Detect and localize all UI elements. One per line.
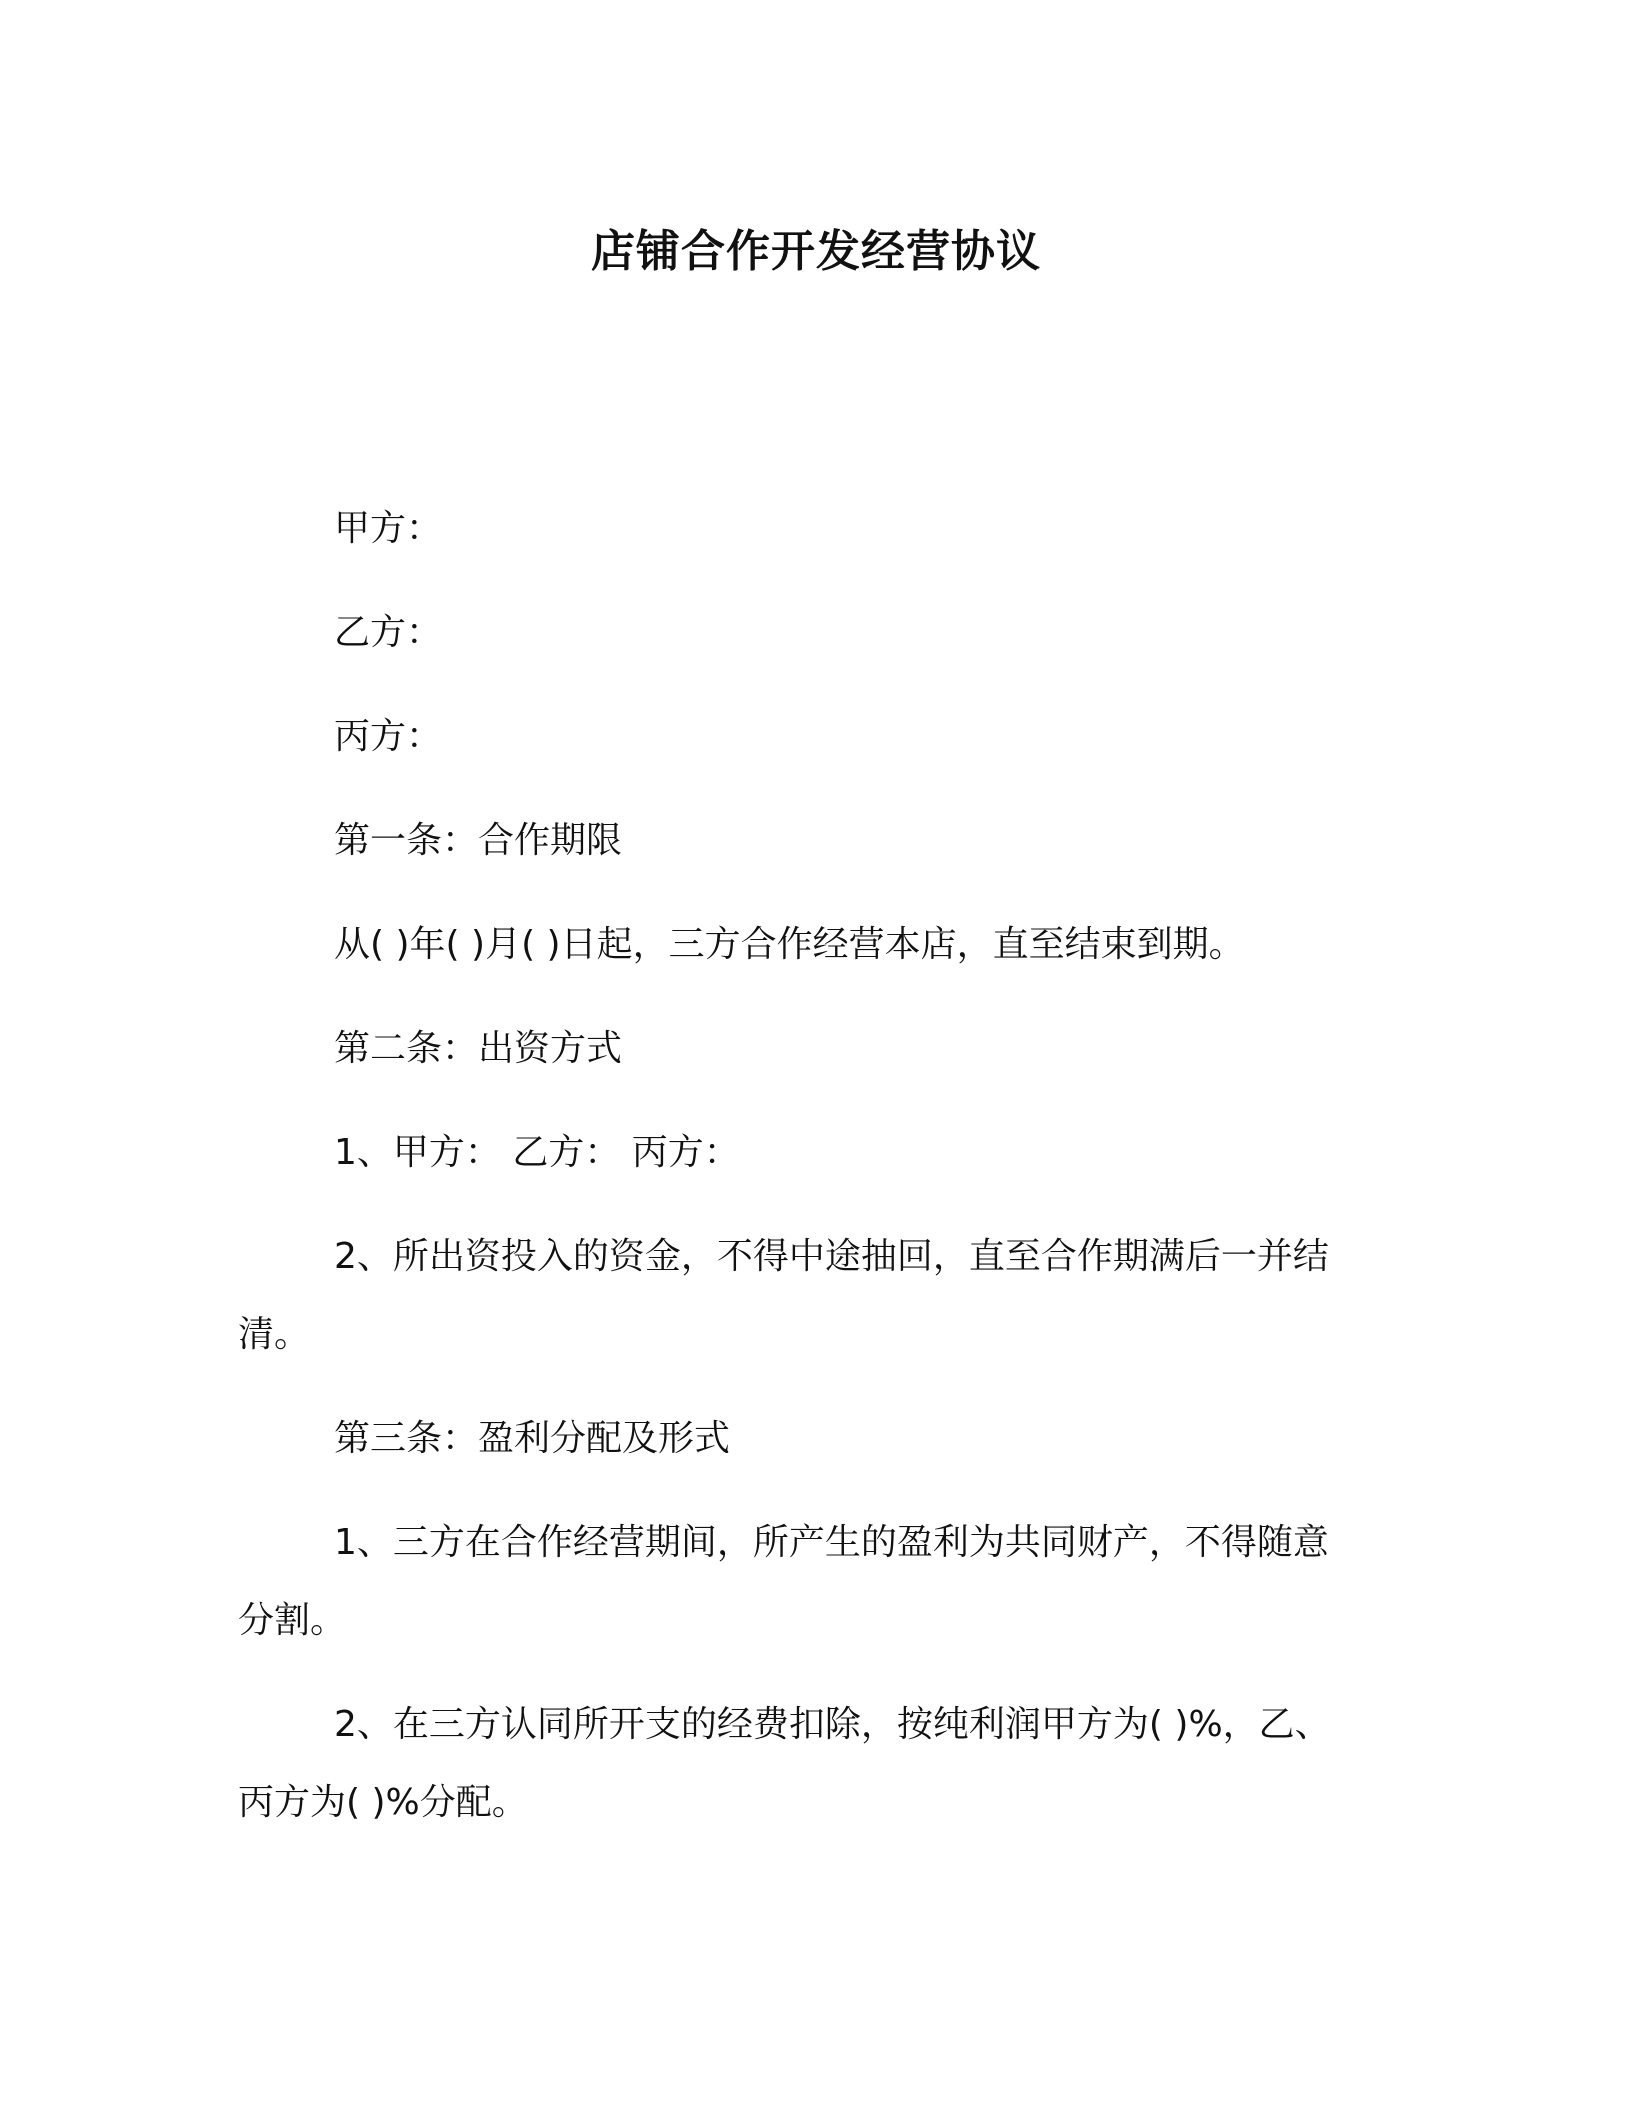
party-c-line: 丙方：	[334, 716, 443, 757]
article-1-text: 从( )年( )月( )日起，三方合作经营本店，直至结束到期。	[334, 924, 1245, 965]
document-body	[238, 490, 1356, 1868]
article-3-item-1: 1、三方在合作经营期间，所产生的盈利为共同财产，不得随意分割。	[238, 1522, 1329, 1641]
article-2-heading: 第二条：出资方式	[334, 1028, 623, 1069]
article-2-item-1: 1、甲方： 乙方： 丙方：	[334, 1132, 740, 1173]
party-b-line: 乙方：	[334, 612, 443, 653]
party-a-line: 甲方：	[334, 508, 443, 549]
article-2-item-2: 2、所出资投入的资金，不得中途抽回，直至合作期满后一并结清。	[238, 1236, 1329, 1355]
article-3-item-2: 2、在三方认同所开支的经费扣除，按纯利润甲方为( )%，乙、丙方为( )%分配。	[238, 1704, 1331, 1823]
article-3-heading: 第三条：盈利分配及形式	[334, 1418, 731, 1459]
article-1-heading: 第一条：合作期限	[334, 820, 623, 861]
document-title: 店铺合作开发经营协议	[591, 226, 1041, 277]
